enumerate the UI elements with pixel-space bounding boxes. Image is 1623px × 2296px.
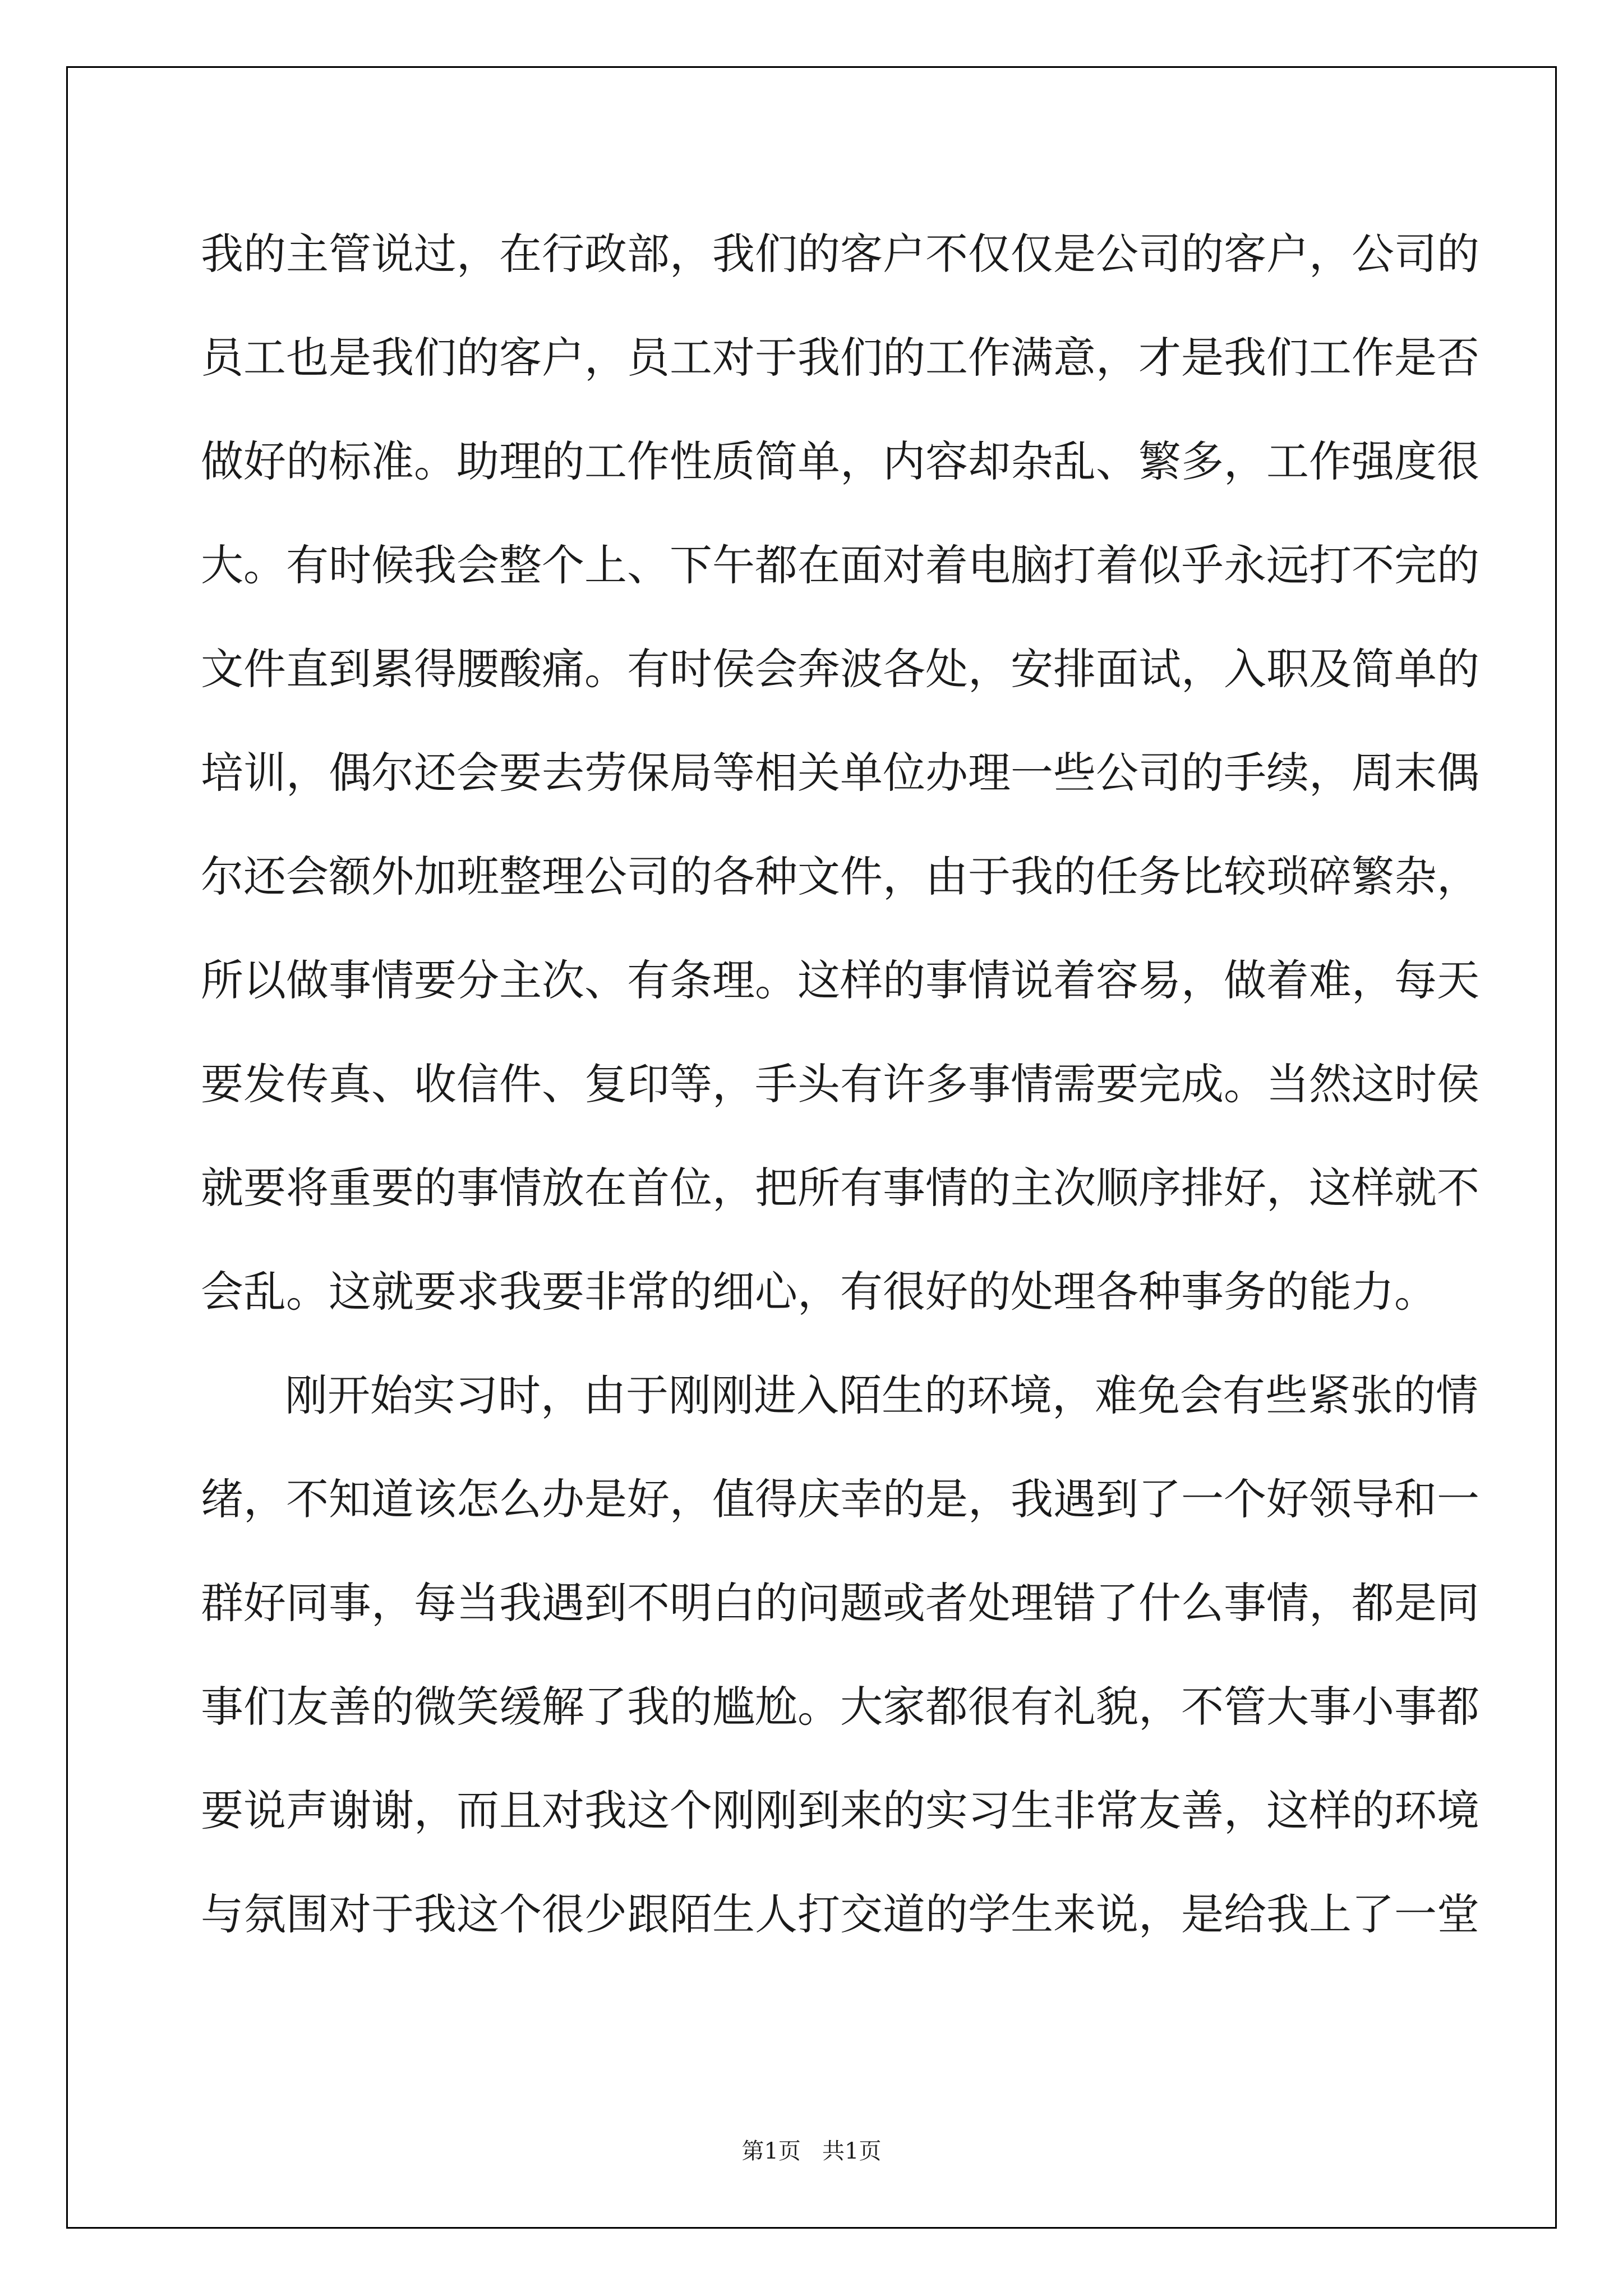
- paragraph-line: 就要将重要的事情放在首位，把所有事情的主次顺序排好，这样就不: [201, 1163, 1479, 1213]
- paragraph-line: 要发传真、收信件、复印等，手头有许多事情需要完成。当然这时侯: [201, 1059, 1479, 1109]
- paragraph-line: 做好的标准。助理的工作性质简单，内容却杂乱、繁多，工作强度很: [201, 436, 1479, 486]
- page-number-footer: 第1页 共1页: [741, 2138, 882, 2164]
- paragraph-line: 员工也是我们的客户，员工对于我们的工作满意，才是我们工作是否: [201, 333, 1479, 383]
- paragraph-line: 大。有时候我会整个上、下午都在面对着电脑打着似乎永远打不完的: [201, 540, 1479, 590]
- paragraph-first-line: 刚开始实习时，由于刚刚进入陌生的环境，难免会有些紧张的情: [285, 1370, 1478, 1420]
- paragraph-line: 要说声谢谢，而且对我这个刚刚到来的实习生非常友善，这样的环境: [201, 1786, 1479, 1835]
- paragraph-line: 绪，不知道该怎么办是好，值得庆幸的是，我遇到了一个好领导和一: [201, 1474, 1479, 1524]
- paragraph-line: 与氛围对于我这个很少跟陌生人打交道的学生来说，是给我上了一堂: [201, 1889, 1479, 1939]
- paragraph-line: 尔还会额外加班整理公司的各种文件，由于我的任务比较琐碎繁杂，: [201, 852, 1479, 901]
- paragraph-line: 我的主管说过，在行政部，我们的客户不仅仅是公司的客户，公司的: [201, 229, 1479, 279]
- paragraph-line: 所以做事情要分主次、有条理。这样的事情说着容易，做着难，每天: [201, 955, 1479, 1005]
- paragraph-line: 会乱。这就要求我要非常的细心，有很好的处理各种事务的能力。: [201, 1267, 1437, 1317]
- paragraph-line: 培训，偶尔还会要去劳保局等相关单位办理一些公司的手续，周末偶: [201, 748, 1479, 798]
- paragraph-line: 群好同事，每当我遇到不明白的问题或者处理错了什么事情，都是同: [201, 1578, 1479, 1628]
- paragraph-line: 文件直到累得腰酸痛。有时侯会奔波各处，安排面试，入职及简单的: [201, 644, 1479, 694]
- paragraph-line: 事们友善的微笑缓解了我的尴尬。大家都很有礼貌，不管大事小事都: [201, 1682, 1479, 1732]
- document-body: [201, 202, 1479, 1966]
